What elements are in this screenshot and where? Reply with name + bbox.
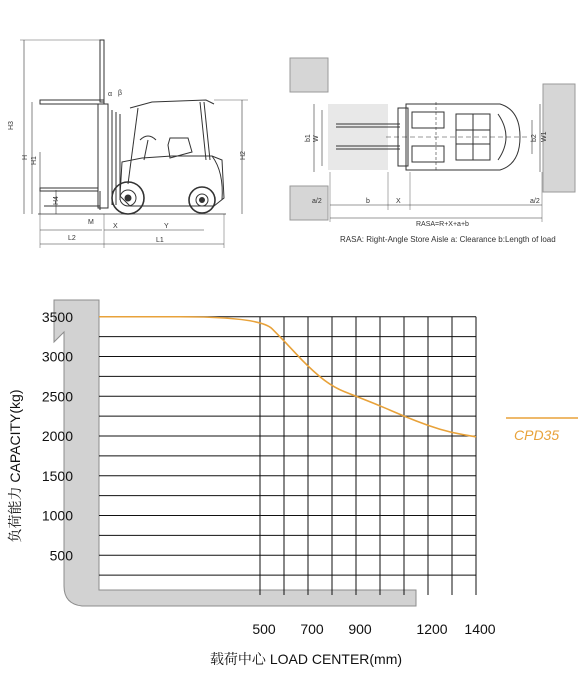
side-view-dimension-labels: [8, 90, 247, 244]
rasa-legend-text: RASA: Right-Angle Store Aisle a: Clearance b:Length of load: [340, 235, 556, 244]
forklift-side-view-drawing: [20, 40, 248, 248]
dim-label: H3: [8, 121, 15, 130]
capacity-chart: [7, 300, 578, 667]
x-tick-label: 1200: [416, 621, 448, 637]
chart-grid: [99, 317, 476, 595]
aisle-wall-top-left: [290, 58, 328, 92]
dim-label: H4: [53, 196, 60, 205]
fork-frame-shape: [54, 300, 416, 606]
dim-label: α: [108, 91, 113, 98]
y-tick-label: 1000: [41, 507, 73, 524]
dim-label: β: [118, 90, 123, 97]
dim-label: H2: [240, 151, 247, 160]
dim-label: a/2: [312, 198, 322, 205]
dim-label: b: [366, 198, 370, 205]
y-axis-title: 负荷能力 CAPACITY(kg): [7, 389, 23, 543]
y-tick-label: 3000: [41, 348, 73, 365]
dim-label: X: [396, 198, 401, 205]
dim-label: H: [22, 154, 29, 160]
x-tick-label: 500: [252, 621, 276, 637]
load-shadow: [328, 104, 388, 170]
x-tick-label: 700: [300, 621, 324, 637]
y-tick-label: 2000: [41, 428, 73, 444]
raised-load: [40, 100, 104, 104]
dim-label: W: [313, 135, 320, 142]
lowered-load: [40, 188, 98, 191]
y-tick-label: 500: [49, 547, 73, 564]
dim-label: b1: [305, 134, 312, 142]
overhead-guard: [130, 100, 214, 108]
rasa-formula-label: RASA=R+X+a+b: [416, 221, 469, 228]
x-tick-label: 900: [348, 621, 372, 637]
aisle-wall-bottom-left: [290, 186, 328, 220]
x-tick-labels: [252, 621, 495, 637]
dim-label: L2: [68, 235, 76, 242]
x-axis-title: 载荷中心 LOAD CENTER(mm): [209, 651, 403, 667]
dim-label: X: [113, 223, 118, 230]
dim-label: M: [88, 219, 94, 226]
y-tick-label: 3500: [41, 308, 73, 325]
dim-label: b2: [531, 134, 538, 142]
y-tick-label: 2500: [41, 388, 73, 405]
dim-label: W1: [541, 131, 548, 142]
legend-label-cpd35: CPD35: [514, 427, 560, 443]
dim-label: L1: [156, 237, 164, 244]
dim-label: H1: [31, 156, 38, 165]
mast-extension: [100, 40, 104, 102]
dim-label: a/2: [530, 198, 540, 205]
dim-label: Y: [164, 223, 169, 230]
x-tick-label: 1400: [464, 621, 496, 637]
y-tick-label: 1500: [41, 467, 73, 484]
seat: [168, 138, 192, 158]
